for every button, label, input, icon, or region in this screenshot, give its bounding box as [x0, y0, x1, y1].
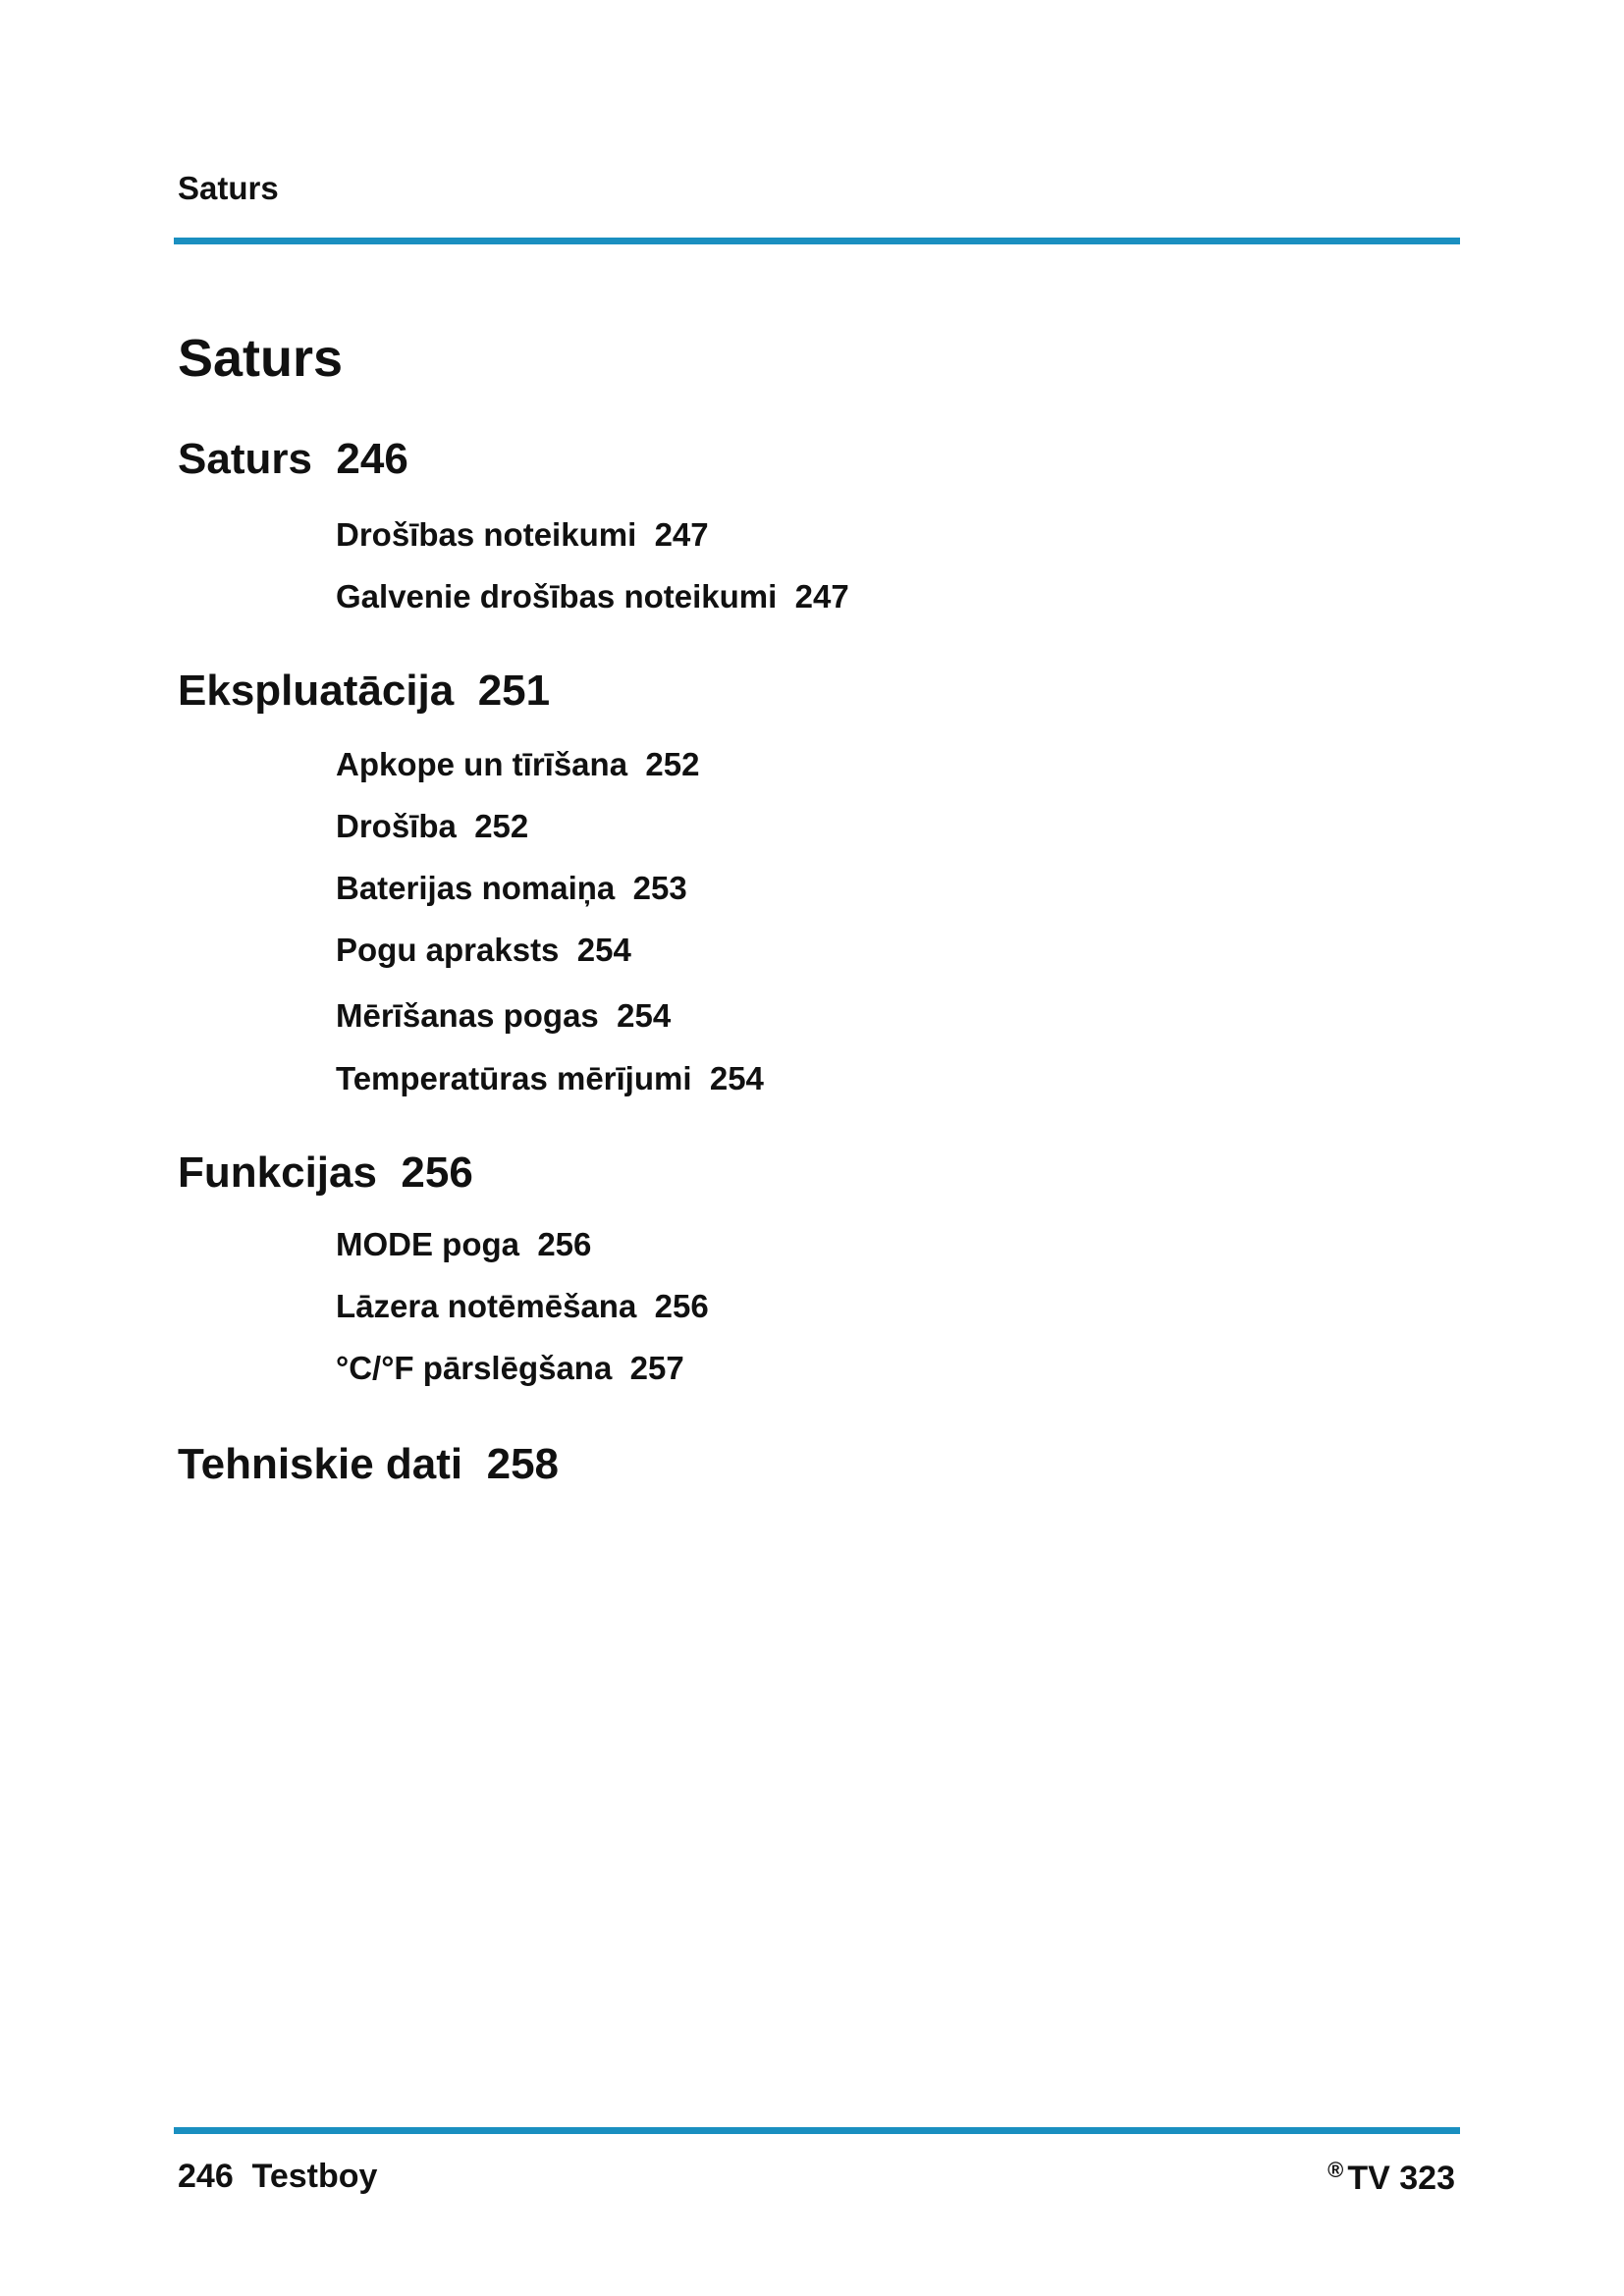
toc-section-title[interactable]: Saturs 246	[178, 435, 408, 483]
toc-section-title[interactable]: Ekspluatācija 251	[178, 667, 551, 715]
toc-entry[interactable]: Lāzera notēmēšana 256	[336, 1288, 709, 1324]
toc-section	[178, 1440, 1454, 1488]
footer-rule	[174, 2127, 1460, 2134]
registered-mark: ®	[1327, 2158, 1344, 2182]
toc-section	[178, 667, 1454, 1096]
toc-entry[interactable]: Baterijas nomaiņa 253	[336, 870, 687, 906]
toc-entry[interactable]: Mērīšanas pogas 254	[336, 997, 672, 1034]
page-title: Saturs	[178, 329, 344, 388]
toc-entry[interactable]: Drošība 252	[336, 808, 529, 844]
toc-entry[interactable]: MODE poga 256	[336, 1226, 592, 1262]
toc-section-title[interactable]: Tehniskie dati 258	[178, 1440, 560, 1488]
header-rule	[174, 238, 1460, 244]
toc-entry[interactable]: Apkope un tīrīšana 252	[336, 746, 700, 782]
toc-section	[178, 1148, 1454, 1386]
toc-section	[178, 435, 1454, 614]
toc-entry[interactable]: Drošības noteikumi 247	[336, 516, 709, 553]
toc-section-title[interactable]: Funkcijas 256	[178, 1148, 473, 1197]
toc-entry[interactable]: Pogu apraksts 254	[336, 932, 631, 968]
toc-entry[interactable]: °C/°F pārslēgšana 257	[336, 1350, 684, 1386]
running-header: Saturs	[178, 170, 279, 206]
footer-model-name: TV 323	[1347, 2160, 1455, 2197]
toc-entry[interactable]: Galvenie drošības noteikumi 247	[336, 578, 849, 614]
footer-page-and-brand: 246 Testboy	[178, 2158, 378, 2195]
footer-model	[1327, 2160, 1455, 2195]
toc-entry[interactable]: Temperatūras mērījumi 254	[336, 1060, 764, 1096]
